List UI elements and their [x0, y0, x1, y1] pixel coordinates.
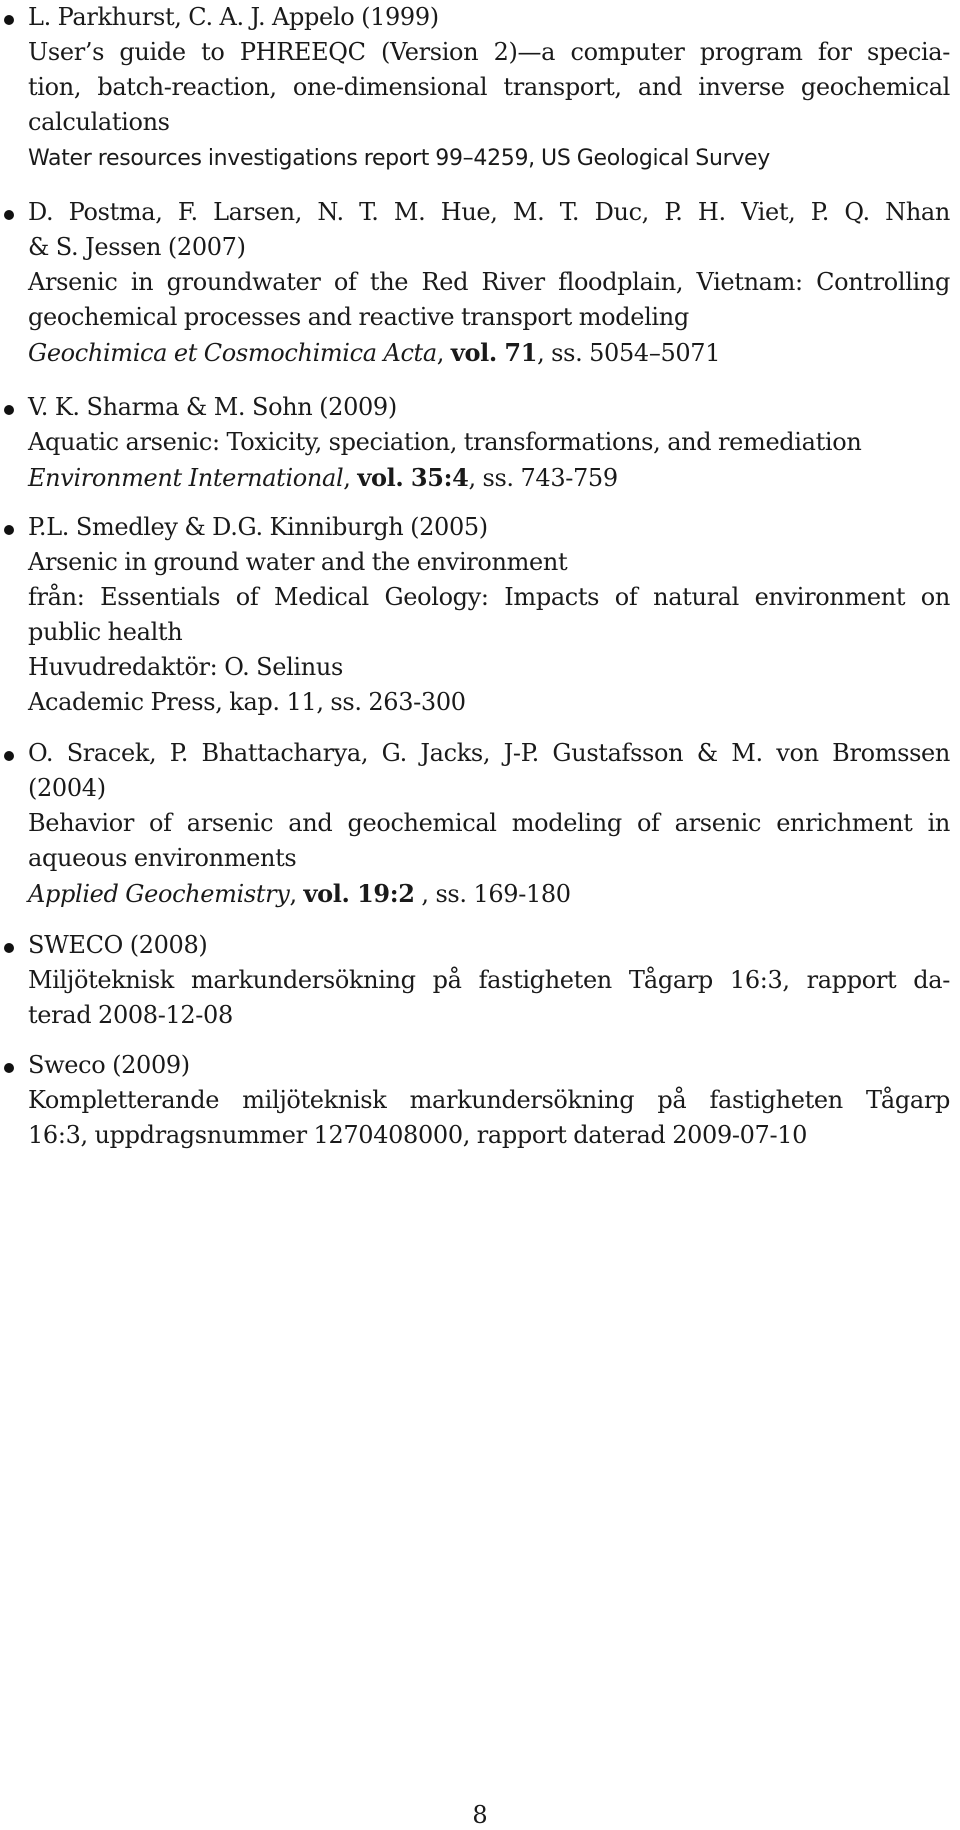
- reference-book-line: från: Essentials of Medical Geology: Impacts of natural environment on: [28, 583, 950, 611]
- bullet-icon: [4, 525, 14, 535]
- reference-title-line: tion, batch-reaction, one-dimensional transport, and inverse geochemical: [28, 73, 950, 101]
- reference-body: [28, 928, 950, 1033]
- reference-title-line: Arsenic in groundwater of the Red River floodplain, Vietnam: Controlling: [28, 268, 950, 296]
- reference-source-text: Water resources investigations report 99–4259, US Geological Survey: [28, 146, 771, 171]
- reference-authors: V. K. Sharma & M. Sohn (2009): [28, 393, 397, 421]
- bullet-icon: [4, 1063, 14, 1073]
- reference-source: [28, 876, 950, 912]
- volume: vol. 19:2: [303, 879, 415, 908]
- reference-source: [28, 335, 950, 371]
- reference-source: [28, 140, 950, 176]
- reference-title-line: Kompletterande miljöteknisk markundersökning på fastigheten Tågarp: [28, 1086, 950, 1114]
- reference-authors: P.L. Smedley & D.G. Kinniburgh (2005): [28, 513, 488, 541]
- volume: vol. 35:4: [357, 463, 469, 492]
- bullet-icon: [4, 405, 14, 415]
- reference-body: [28, 390, 950, 496]
- separator: ,: [343, 464, 358, 492]
- journal-name: Environment International: [28, 464, 344, 492]
- reference-title-line: Miljöteknisk markundersökning på fastigheten Tågarp 16:3, rapport da-: [28, 966, 950, 994]
- reference-title-line: geochemical processes and reactive transport modeling: [28, 303, 689, 331]
- volume: vol. 71: [450, 338, 538, 367]
- reference-book-line: public health: [28, 618, 183, 646]
- reference-publisher: Academic Press, kap. 11, ss. 263-300: [28, 688, 466, 716]
- pages: , ss. 169-180: [414, 880, 571, 908]
- reference-title-line: aqueous environments: [28, 844, 297, 872]
- separator: ,: [436, 339, 451, 367]
- reference-authors: (2004): [28, 774, 106, 802]
- reference-authors: & S. Jessen (2007): [28, 233, 246, 261]
- reference-title-line: 16:3, uppdragsnummer 1270408000, rapport daterad 2009-07-10: [28, 1121, 808, 1149]
- reference-body: [28, 0, 950, 176]
- pages: , ss. 5054–5071: [537, 339, 721, 367]
- reference-title-line: Arsenic in ground water and the environment: [28, 548, 568, 576]
- reference-title-line: Behavior of arsenic and geochemical modeling of arsenic enrichment in: [28, 809, 950, 837]
- reference-authors: Sweco (2009): [28, 1051, 190, 1079]
- reference-title-line: calculations: [28, 108, 170, 136]
- reference-body: [28, 195, 950, 371]
- journal-name: Geochimica et Cosmochimica Acta: [28, 339, 437, 367]
- reference-authors: L. Parkhurst, C. A. J. Appelo (1999): [28, 3, 439, 31]
- reference-source: [28, 460, 950, 496]
- reference-authors: SWECO (2008): [28, 931, 208, 959]
- reference-authors: O. Sracek, P. Bhattacharya, G. Jacks, J-P. Gustafsson & M. von Bromssen: [28, 739, 950, 767]
- reference-body: [28, 1048, 950, 1153]
- reference-title-line: Aquatic arsenic: Toxicity, speciation, transformations, and remediation: [28, 428, 862, 456]
- pages: , ss. 743-759: [468, 464, 618, 492]
- journal-name: Applied Geochemistry: [28, 880, 290, 908]
- reference-editor: Huvudredaktör: O. Selinus: [28, 653, 343, 681]
- separator: ,: [289, 880, 304, 908]
- reference-body: [28, 510, 950, 720]
- bullet-icon: [4, 15, 14, 25]
- bullet-icon: [4, 751, 14, 761]
- bullet-icon: [4, 210, 14, 220]
- reference-body: [28, 736, 950, 912]
- bullet-icon: [4, 943, 14, 953]
- page-number: 8: [472, 1801, 488, 1829]
- reference-title-line: User’s guide to PHREEQC (Version 2)—a computer program for specia-: [28, 38, 950, 66]
- reference-authors: D. Postma, F. Larsen, N. T. M. Hue, M. T. Duc, P. H. Viet, P. Q. Nhan: [28, 198, 950, 226]
- reference-title-line: terad 2008-12-08: [28, 1001, 233, 1029]
